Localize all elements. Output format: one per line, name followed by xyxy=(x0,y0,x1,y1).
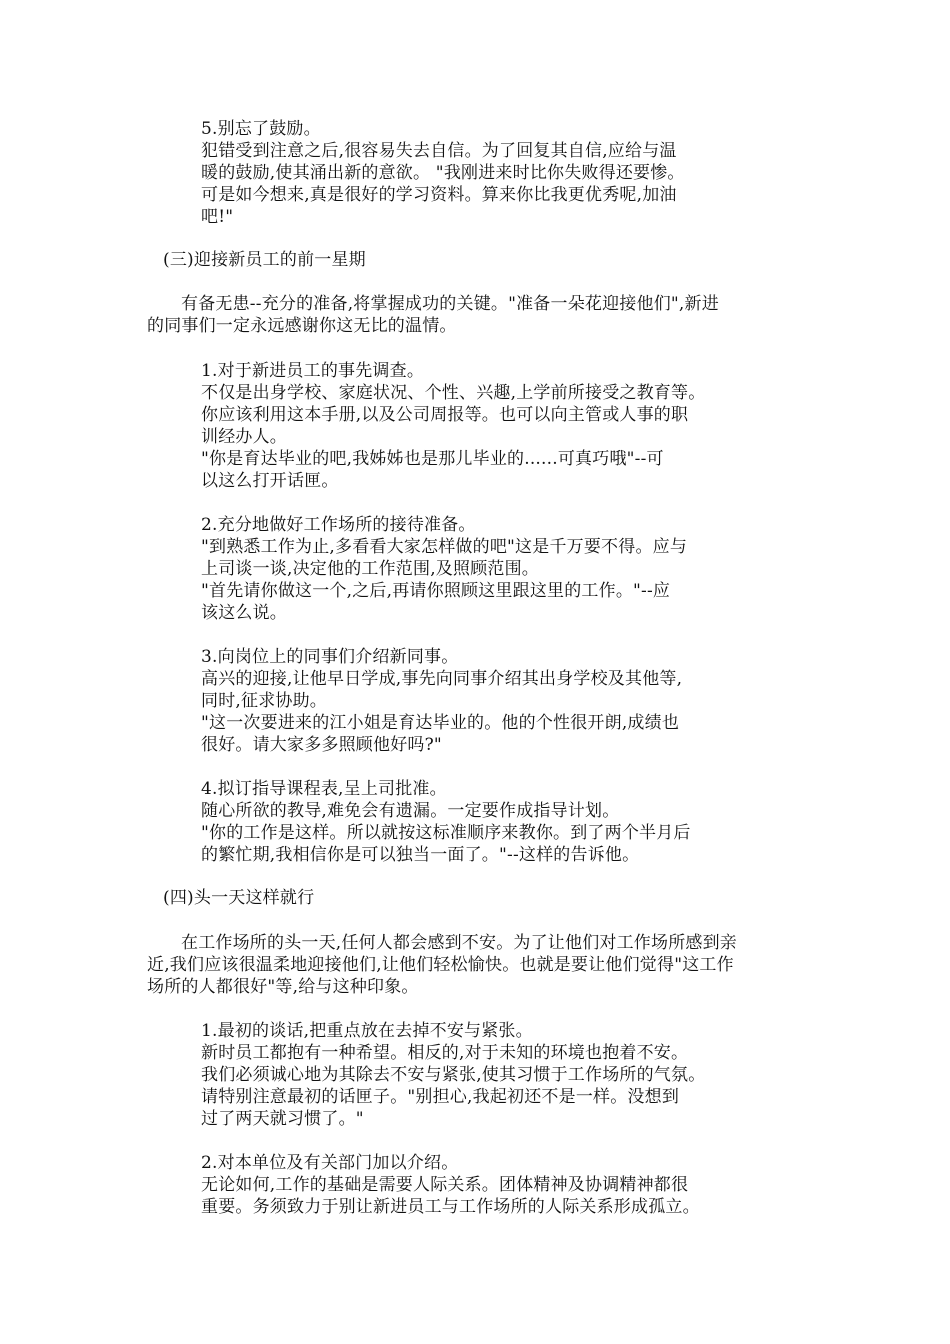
item-title: 4.拟订指导课程表,呈上司批准。 xyxy=(201,779,447,799)
paragraph-line: 有备无患--充分的准备,将掌握成功的关键。"准备一朵花迎接他们",新进 xyxy=(181,294,719,314)
item-title: 2.对本单位及有关部门加以介绍。 xyxy=(201,1153,459,1173)
section-heading: (三)迎接新员工的前一星期 xyxy=(163,250,366,270)
paragraph-line: 场所的人都很好"等,给与这种印象。 xyxy=(147,977,419,997)
body-line: "首先请你做这一个,之后,再请你照顾这里跟这里的工作。"--应 xyxy=(201,581,671,601)
body-line: 无论如何,工作的基础是需要人际关系。团体精神及协调精神都很 xyxy=(201,1175,689,1195)
section-heading: (四)头一天这样就行 xyxy=(163,888,315,908)
body-line: 高兴的迎接,让他早日学成,事先向同事介绍其出身学校及其他等, xyxy=(201,669,683,689)
paragraph-line: 的同事们一定永远感谢你这无比的温情。 xyxy=(147,316,457,336)
body-line: 该这么说。 xyxy=(201,603,287,623)
item-title: 5.别忘了鼓励。 xyxy=(201,119,321,139)
body-line: 训经办人。 xyxy=(201,427,287,447)
body-line: "你是育达毕业的吧,我姊姊也是那儿毕业的......可真巧哦"--可 xyxy=(201,449,664,469)
body-line: 吧!" xyxy=(201,207,234,227)
item-title: 3.向岗位上的同事们介绍新同事。 xyxy=(201,647,459,667)
body-line: "到熟悉工作为止,多看看大家怎样做的吧"这是千万要不得。应与 xyxy=(201,537,688,557)
item-title: 1.最初的谈话,把重点放在去掉不安与紧张。 xyxy=(201,1021,533,1041)
body-line: "这一次要进来的江小姐是育达毕业的。他的个性很开朗,成绩也 xyxy=(201,713,680,733)
body-line: 可是如今想来,真是很好的学习资料。算来你比我更优秀呢,加油 xyxy=(201,185,677,205)
item-title: 2.充分地做好工作场所的接待准备。 xyxy=(201,515,476,535)
body-line: 过了两天就习惯了。" xyxy=(201,1109,364,1129)
paragraph-line: 近,我们应该很温柔地迎接他们,让他们轻松愉快。也就是要让他们觉得"这工作 xyxy=(147,955,734,975)
body-line: 新时员工都抱有一种希望。相反的,对于未知的环境也抱着不安。 xyxy=(201,1043,689,1063)
paragraph-line: 在工作场所的头一天,任何人都会感到不安。为了让他们对工作场所感到亲 xyxy=(181,933,738,953)
body-line: 犯错受到注意之后,很容易失去自信。为了回复其自信,应给与温 xyxy=(201,141,677,161)
body-line: 很好。请大家多多照顾他好吗?" xyxy=(201,735,442,755)
body-line: 我们必须诚心地为其除去不安与紧张,使其习惯于工作场所的气氛。 xyxy=(201,1065,706,1085)
body-line: 你应该利用这本手册,以及公司周报等。也可以向主管或人事的职 xyxy=(201,405,689,425)
body-line: 重要。务须致力于别让新进员工与工作场所的人际关系形成孤立。 xyxy=(201,1197,700,1217)
body-line: 暖的鼓励,使其涌出新的意欲。 "我刚进来时比你失败得还要惨。 xyxy=(201,163,685,183)
body-line: 不仅是出身学校、家庭状况、个性、兴趣,上学前所接受之教育等。 xyxy=(201,383,706,403)
body-line: 上司谈一谈,决定他的工作范围,及照顾范围。 xyxy=(201,559,540,579)
body-line: 同时,征求协助。 xyxy=(201,691,328,711)
body-line: 的繁忙期,我相信你是可以独当一面了。"--这样的告诉他。 xyxy=(201,845,640,865)
body-line: 请特别注意最初的话匣子。"别担心,我起初还不是一样。没想到 xyxy=(201,1087,680,1107)
body-line: 随心所欲的教导,难免会有遗漏。一定要作成指导计划。 xyxy=(201,801,620,821)
item-title: 1.对于新进员工的事先调查。 xyxy=(201,361,425,381)
body-line: "你的工作是这样。所以就按这标准顺序来教你。到了两个半月后 xyxy=(201,823,691,843)
body-line: 以这么打开话匣。 xyxy=(201,471,339,491)
